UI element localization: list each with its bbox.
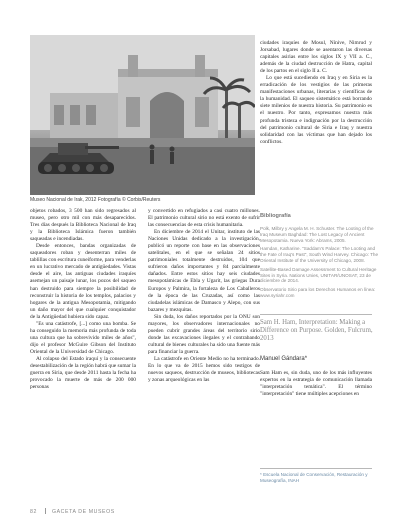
paragraph: Sin duda, los daños reportados por la ONU son mayores, los observadores internacionales no pueden cubrir grandes áreas del territorio sirio donde las excavaciones ilegales y el contrabando cultural de bienes culturales ha sido una fuente más para financiar la guerra. bbox=[148, 313, 260, 355]
footnote: * Escuela Nacional de Conservación, Restauración y Museografía, INAH bbox=[260, 472, 368, 483]
review-author: Manuel Gándara* bbox=[260, 356, 308, 362]
footer-separator bbox=[45, 508, 46, 514]
museum-building-illustration bbox=[30, 35, 255, 195]
paragraph: Sam Ham es, sin duda, uno de los más influyentes expertos en la estrategia de comunicación llamada "interpretación temática". El término "interpretación" tiene múltiples acepciones en bbox=[260, 370, 372, 398]
bibliography-entry: Observatorio Sirio para los Derechos Humanos en línea: www.syriahr.com bbox=[260, 287, 376, 298]
paragraph: "Es una catástrofe, [...] como una bomba. Se ha conseguido la memoria más profunda de toda una cultura que ha sobrevivido miles de años", dijo el profesor McGuire Gibson del Instituto Oriental de la Universidad de Chicago. bbox=[30, 320, 136, 355]
bibliography-entry: Polk, Milbry y Angela M. H. Schuster. The Looting of the Iraq Museum Baghdad: The Lost Legacy of Ancient Mesopotamia. Nueva York: Abrams, 2005. bbox=[260, 226, 374, 243]
bibliography-heading: Bibliografía bbox=[260, 213, 291, 219]
museum-photo bbox=[30, 35, 255, 195]
paragraph: ciudades iraquíes de Mosul, Nínive, Nimrud y Jorsabad, lugares donde se asentaron las diversas capitales asirias entre los siglos IX y VII a. C., además de la ciudad destrucción de Hatra, capital de los partos en el siglo II a. C. bbox=[260, 40, 372, 75]
paragraph: Desde entonces, bandas organizadas de saqueadores roban y desenterran miles de tablillas con escritura cuneiforme, para venderlas en un lucrativo mercado de antigüedades. Vistas desde el aire, las antiguas ciudades iraquíes asemejan un paisaje lunar, los pozos del saqueo han destruido para siempre la posibilidad de reconstruir la historia de los templos, palacios y hogares de la antigua Mesopotamia, mitigando un daño mayor del que cualquier conquistador de la Antigüedad hubiera sido capaz. bbox=[30, 243, 136, 320]
body-column-1 bbox=[30, 208, 136, 391]
page-number: 82 bbox=[30, 509, 37, 515]
paragraph: La catástrofe en Oriente Medio no ha terminado. En lo que va de 2015 hemos sido testigos de nuevos saqueos, destrucción de museos, bibliotecas y zonas arqueológicas en las bbox=[148, 355, 260, 384]
body-column-2 bbox=[148, 208, 260, 384]
publication-name: GACETA DE MUSEOS bbox=[51, 509, 115, 515]
paragraph: Lo que está sucediendo en Iraq y en Siria es la erradicación de los vestigios de las primeras manifestaciones urbanas, literarias y científicas de la humanidad. El saqueo sistemático está borrando siete milenios de nuestra historia. Su patrimonio es el nuestro. Por tanto, expresamos nuestra más profunda tristeza e indignación por la destrucción del patrimonio cultural de Siria e Iraq y nuestra solidaridad con las víctimas que han dejado los conflictos. bbox=[260, 75, 372, 145]
page-footer bbox=[30, 508, 115, 515]
section-divider bbox=[260, 314, 372, 315]
bibliography-list bbox=[260, 226, 378, 302]
review-body bbox=[260, 370, 372, 398]
bibliography-entry: Hamdan, Katharine. "Saddam's Palace: The Looting and the Fate of Iraq's Past", South Wind Harvey. Chicago: The Oriental Institute of the University of Chicago, 2008. bbox=[260, 246, 379, 263]
body-column-3 bbox=[260, 40, 372, 146]
paragraph: Al colapso del Estado iraquí y la consecuente desestabilización de la región habrá que sumar la guerra en Siria, que desde 2011 hasta la fecha ha provocado la muerte de más de 200 000 personas bbox=[30, 355, 136, 391]
paragraph: objetos robados, 3 500 han sido regresados al museo, pero otro mil con más desaparecidos. Tres días después la Biblioteca Nacional de Iraq y la Biblioteca Islámica fueron también saqueadas e incendiadas. bbox=[30, 208, 136, 243]
bibliography-entry: Satellite-Based Damage Assessment to Cultural Heritage Sites in Syria. Nations Unies, UNITAR/UNOSAT, 23 de diciembre de 2014. bbox=[260, 266, 377, 284]
review-title: Sam H. Ham, Interpretation: Making a Difference on Purpose. Golden, Fulcrum, 2013 bbox=[260, 319, 373, 343]
paragraph: En diciembre de 2014 el Unitar, instituto de las Naciones Unidas dedicado a la investigación, publicó un reporte con base en las observaciones satelitales, en el que se señalan 24 sitios patrimoniales totalmente destruidos, 104 que sufrieron daños importantes y 84 parcialmente dañados. Entre estos sitios hay seis ciudades mesopotámicas de Ebla y Ugarit, las griegas Dura Europos y Palmira, la fortaleza de Los Caballeros de la época de las Cruzadas, así como las ciudadelas islámicas de Damasco y Alepo, con sus bazares y mezquitas. bbox=[148, 229, 260, 313]
photo-caption: Museo Nacional de Irak, 2012 Fotografía © Corbis/Reuters bbox=[30, 197, 161, 203]
paragraph: y convertido en refugiados a casi cuatro millones. El patrimonio cultural sirio no está exento de sufrir las consecuencias de esta crisis humanitaria. bbox=[148, 208, 260, 229]
footnote-divider bbox=[260, 468, 372, 469]
